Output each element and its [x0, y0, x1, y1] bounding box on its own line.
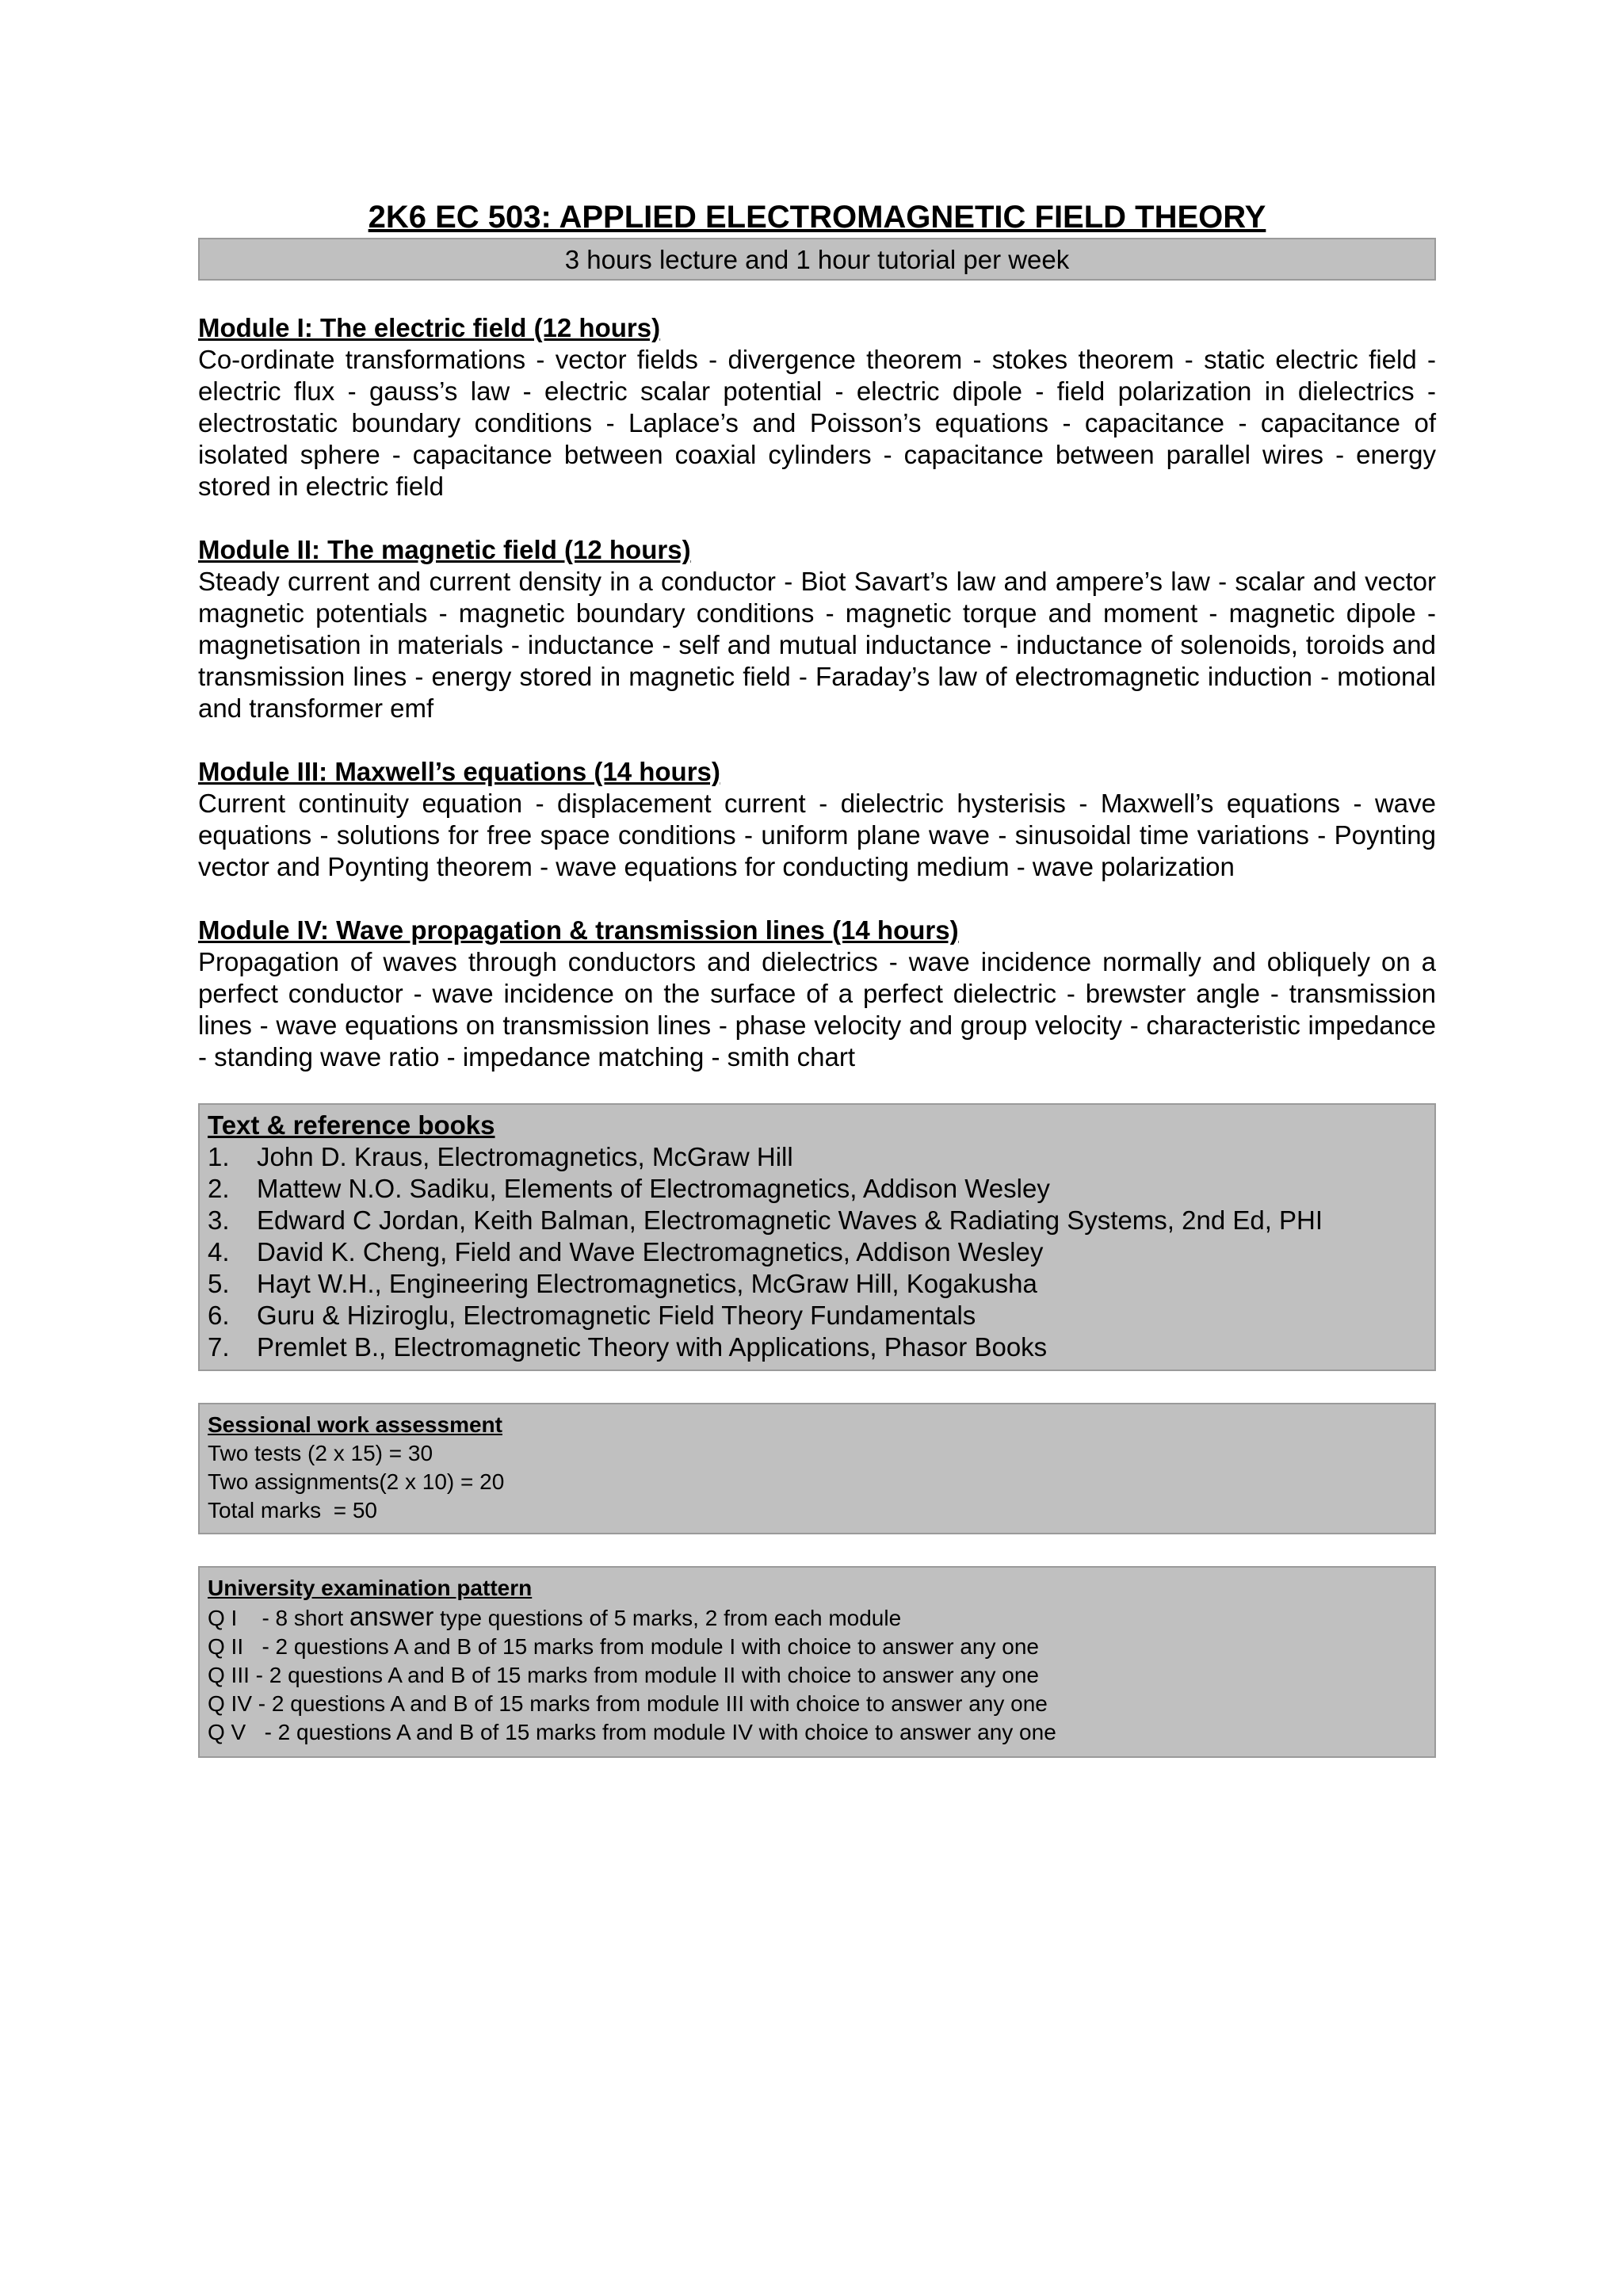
module-2 [198, 534, 1436, 724]
book-item [208, 1141, 1426, 1173]
exam-question-line: Q II - 2 questions A and B of 15 marks from module I with choice to answer any one [208, 1634, 1039, 1659]
syllabus-page [198, 198, 1436, 1758]
book-text: Mattew N.O. Sadiku, Elements of Electromagnetics, Addison Wesley [257, 1174, 1050, 1203]
book-number: 5. [208, 1269, 230, 1298]
book-item [208, 1205, 1426, 1236]
exam-question-line: Q IV - 2 questions A and B of 15 marks from module III with choice to answer any one [208, 1691, 1048, 1716]
assessment-line: Total marks = 50 [208, 1498, 377, 1522]
exam-question-line [208, 1603, 1426, 1633]
page-title: 2K6 EC 503: APPLIED ELECTROMAGNETIC FIELD THEORY [368, 200, 1266, 235]
book-number: 2. [208, 1174, 230, 1203]
module-heading: Module I: The electric field (12 hours) [198, 313, 661, 342]
book-text: Edward C Jordan, Keith Balman, Electromagnetic Waves & Radiating Systems, 2nd Ed, PHI [257, 1205, 1323, 1235]
module-3 [198, 756, 1436, 883]
hours-bar: 3 hours lecture and 1 hour tutorial per week [198, 238, 1436, 281]
module-heading: Module II: The magnetic field (12 hours) [198, 535, 691, 564]
book-text: David K. Cheng, Field and Wave Electromagnetics, Addison Wesley [257, 1237, 1044, 1266]
module-body: Co-ordinate transformations - vector fields - divergence theorem - stokes theorem - static electric field - electric flux - gauss’s law - electric scalar potential - electric dipole - field polarization in dielectrics - electrostatic boundary conditions - Laplace’s and Poisson’s equations - capacitance - capacitance of isolated sphere - capacitance between coaxial cylinders - capacitance between parallel wires - energy stored in electric field [198, 345, 1436, 501]
module-4 [198, 915, 1436, 1073]
book-text: Guru & Hiziroglu, Electromagnetic Field Theory Fundamentals [257, 1301, 976, 1330]
book-item [208, 1300, 1426, 1331]
reference-books-box [198, 1103, 1436, 1371]
exam-q1-answer-word: answer [349, 1602, 434, 1631]
exam-question-line: Q V - 2 questions A and B of 15 marks from module IV with choice to answer any one [208, 1720, 1056, 1744]
module-body: Current continuity equation - displacement current - dielectric hysterisis - Maxwell’s equations - wave equations - solutions for free space conditions - uniform plane wave - sinusoidal time variations - Poynting vector and Poynting theorem - wave equations for conducting medium - wave polarization [198, 789, 1436, 881]
exam-q1-prefix: Q I - 8 short [208, 1606, 349, 1630]
module-heading: Module IV: Wave propagation & transmission lines (14 hours) [198, 915, 959, 945]
module-body: Steady current and current density in a conductor - Biot Savart’s law and ampere’s law - scalar and vector magnetic potentials - magnetic boundary conditions - magnetic torque and moment - magnetic dipole - magnetisation in materials - inductance - self and mutual inductance - inductance of solenoids, toroids and transmission lines - energy stored in magnetic field - Faraday’s law of electromagnetic induction - motional and transformer emf [198, 567, 1436, 723]
exam-heading: University examination pattern [208, 1576, 533, 1600]
assessment-line: Two assignments(2 x 10) = 20 [208, 1469, 505, 1494]
sessional-assessment-box [198, 1403, 1436, 1534]
exam-question-line: Q III - 2 questions A and B of 15 marks from module II with choice to answer any one [208, 1663, 1039, 1687]
book-item [208, 1236, 1426, 1268]
book-number: 3. [208, 1205, 230, 1235]
exam-q1-suffix: type questions of 5 marks, 2 from each module [433, 1606, 902, 1630]
book-number: 1. [208, 1142, 230, 1171]
book-number: 6. [208, 1301, 230, 1330]
exam-pattern-box [198, 1566, 1436, 1758]
assessment-line: Two tests (2 x 15) = 30 [208, 1441, 433, 1465]
book-text: John D. Kraus, Electromagnetics, McGraw Hill [257, 1142, 793, 1171]
sessional-heading: Sessional work assessment [208, 1412, 502, 1437]
book-text: Hayt W.H., Engineering Electromagnetics, McGraw Hill, Kogakusha [257, 1269, 1037, 1298]
book-number: 4. [208, 1237, 230, 1266]
module-1 [198, 312, 1436, 502]
module-heading: Module III: Maxwell’s equations (14 hours) [198, 757, 720, 786]
book-item [208, 1268, 1426, 1300]
book-item [208, 1331, 1426, 1363]
book-number: 7. [208, 1332, 230, 1362]
module-body: Propagation of waves through conductors and dielectrics - wave incidence normally and obliquely on a perfect conductor - wave incidence on the surface of a perfect dielectric - brewster angle - transmission lines - wave equations on transmission lines - phase velocity and group velocity - characteristic impedance - standing wave ratio - impedance matching - smith chart [198, 947, 1436, 1072]
book-text: Premlet B., Electromagnetic Theory with Applications, Phasor Books [257, 1332, 1048, 1362]
books-heading: Text & reference books [208, 1110, 495, 1140]
book-item [208, 1173, 1426, 1205]
